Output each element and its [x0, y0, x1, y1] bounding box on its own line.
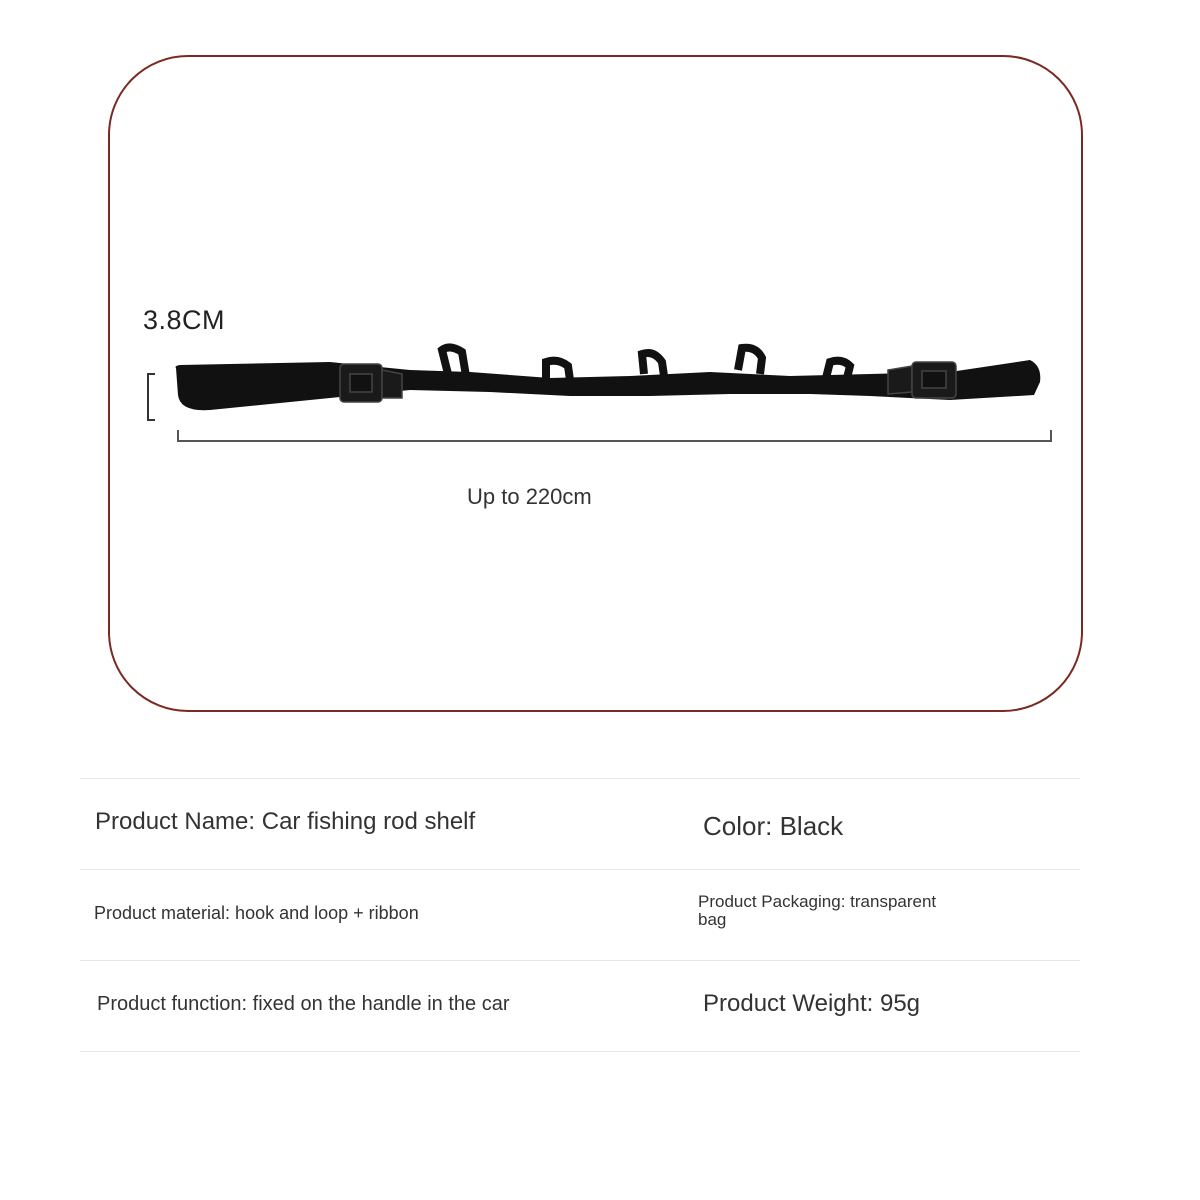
strap-width-bracket: [147, 373, 155, 421]
spec-product-name: Product Name: Car fishing rod shelf: [95, 808, 476, 835]
right-buckle: [888, 362, 956, 398]
length-measure-line: [177, 440, 1052, 442]
spec-material: Product material: hook and loop + ribbon: [94, 903, 419, 923]
strap-image: [170, 340, 1050, 430]
spec-color: Color: Black: [703, 811, 844, 841]
spec-packaging: Product Packaging: transparent bag: [698, 892, 937, 929]
spec-table: [80, 778, 1080, 1052]
strap-width-label: 3.8CM: [143, 305, 226, 335]
strap-length-label: Up to 220cm: [467, 484, 592, 509]
spec-weight: Product Weight: 95g: [703, 990, 921, 1017]
spec-function: Product function: fixed on the handle in the car: [97, 993, 510, 1015]
length-tick-right: [1050, 430, 1052, 442]
